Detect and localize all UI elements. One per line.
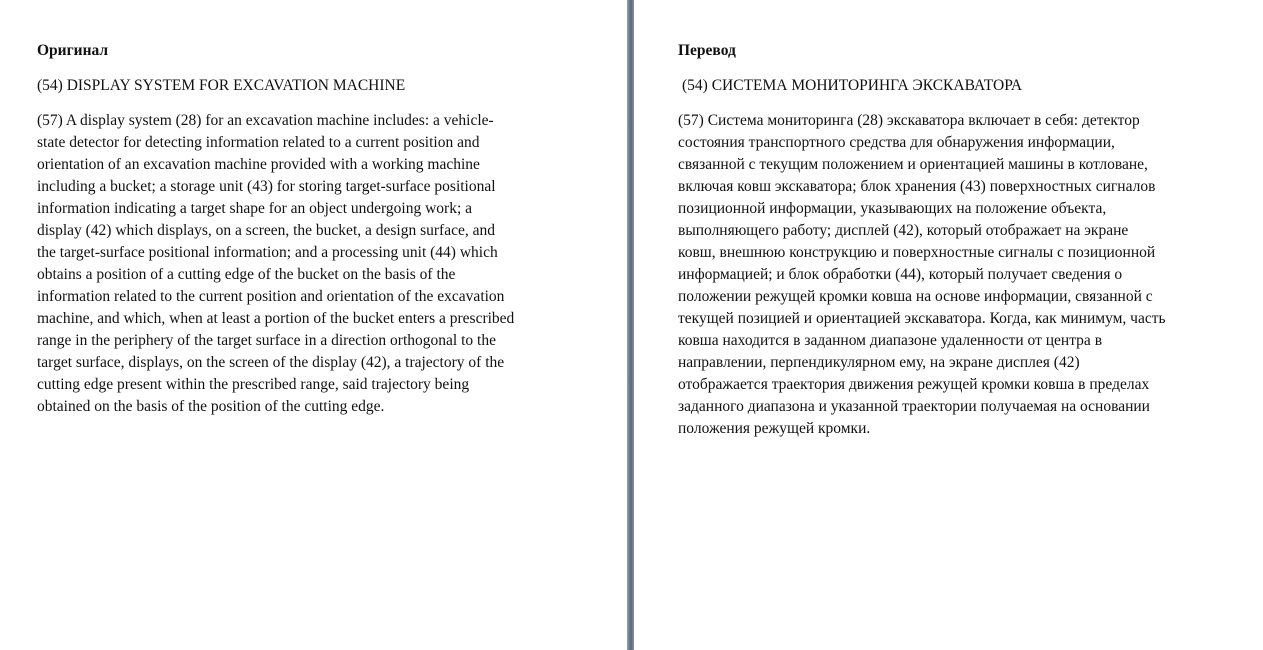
translation-abstract [678,110,1226,440]
original-line: machine, and which, when at least a portion of the bucket enters a prescribed [37,310,515,327]
translation-line: заданного диапазона и указанной траектории получаемая на основании [678,398,1150,415]
original-heading: Оригинал [37,42,109,59]
original-title: (54) DISPLAY SYSTEM FOR EXCAVATION MACHINE [37,77,406,94]
original-abstract [37,110,585,418]
translation-line: информацией; и блок обработки (44), который получает сведения о [678,266,1123,283]
original-column [37,40,585,418]
translation-line: ковш, внешнюю конструкцию и поверхностные сигналы с позиционной [678,244,1156,261]
translation-page [634,0,1263,650]
translation-line: текущей позицией и ориентацией экскаватора. Когда, как минимум, часть [678,310,1166,327]
translation-column [678,40,1226,440]
translation-title: (54) СИСТЕМА МОНИТОРИНГА ЭКСКАВАТОРА [682,77,1023,94]
original-line: (57) A display system (28) for an excavation machine includes: a vehicle- [37,112,494,129]
original-line: information related to the current position and orientation of the excavation [37,288,505,305]
translation-line: связанной с текущим положением и ориентацией машины в котловане, [678,156,1148,173]
original-line: state detector for detecting information related to a current position and [37,134,480,151]
original-line: target surface, displays, on the screen of the display (42), a trajectory of the [37,354,505,371]
translation-line: положении режущей кромки ковша на основе информации, связанной с [678,288,1153,305]
translation-line: положения режущей кромки. [678,420,871,437]
page-divider [627,0,634,650]
original-line: orientation of an excavation machine provided with a working machine [37,156,480,173]
original-page [0,0,627,650]
translation-heading: Перевод [678,42,736,59]
translation-line: состояния транспортного средства для обнаружения информации, [678,134,1115,151]
original-line: including a bucket; a storage unit (43) for storing target-surface positional [37,178,496,195]
original-line: information indicating a target shape for an object undergoing work; a [37,200,473,217]
translation-line: позиционной информации, указывающих на положение объекта, [678,200,1107,217]
original-line: obtains a position of a cutting edge of the bucket on the basis of the [37,266,456,283]
translation-line: направлении, перпендикулярном ему, на экране дисплея (42) [678,354,1080,371]
original-line: the target-surface positional information; and a processing unit (44) which [37,244,498,261]
original-line: display (42) which displays, on a screen, the bucket, a design surface, and [37,222,495,239]
translation-line: отображается траектория движения режущей кромки ковша в пределах [678,376,1150,393]
translation-line: (57) Система мониторинга (28) экскаватора включает в себя: детектор [678,112,1140,129]
original-line: obtained on the basis of the position of the cutting edge. [37,398,385,415]
original-line: cutting edge present within the prescribed range, said trajectory being [37,376,470,393]
original-line: range in the periphery of the target surface in a direction orthogonal to the [37,332,496,349]
translation-line: включая ковш экскаватора; блок хранения (43) поверхностных сигналов [678,178,1156,195]
translation-line: выполняющего работу; дисплей (42), который отображает на экране [678,222,1129,239]
translation-line: ковша находится в заданном диапазоне удаленности от центра в [678,332,1103,349]
